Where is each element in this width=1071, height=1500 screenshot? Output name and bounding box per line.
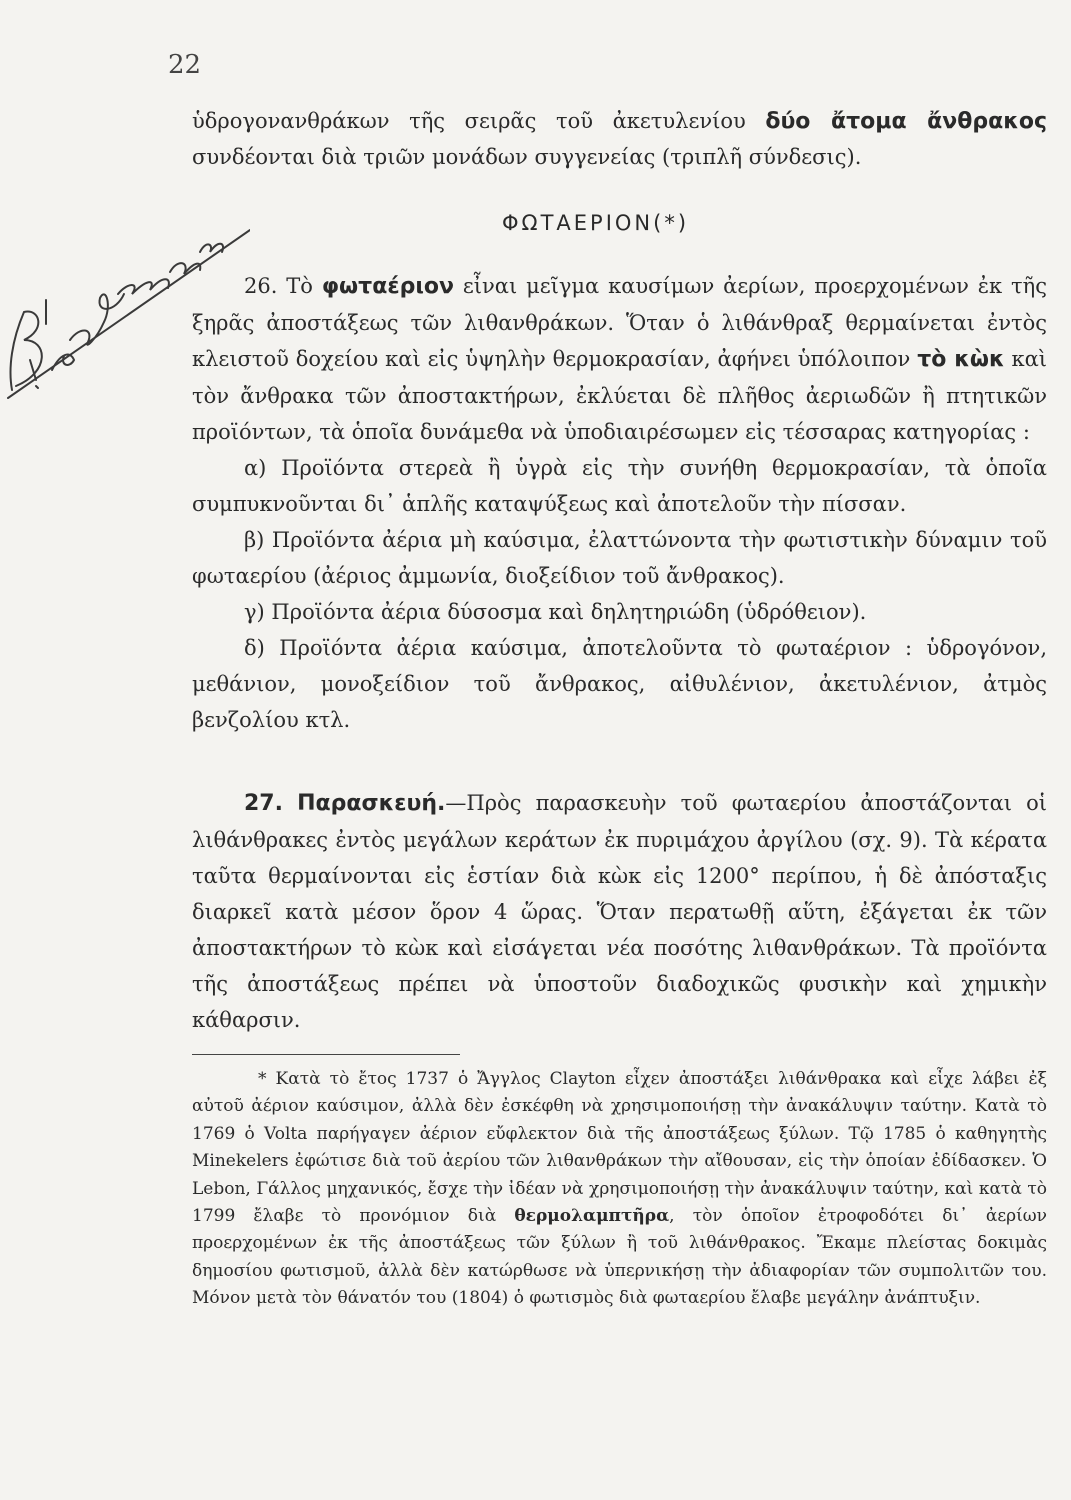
section-27-text: —Πρὸς παρασκευὴν τοῦ φωταερίου ἀποστάζονται οἱ λιθάνθρακες ἐντὸς μεγάλων κεράτων ἐκ πυριμάχου ἀργίλου (σχ. 9). Τὰ κέρατα ταῦτα θερμαίνονται εἰς ἑστίαν διὰ κὼκ εἰς 1200° περίπου, ἡ δὲ ἀπόσταξις διαρκεῖ κατὰ μέσον ὅρον 4 ὥρας. Ὅταν περατωθῇ αὕτη, ἐξάγεται ἐκ τῶν ἀποστακτήρων τὸ κὼκ καὶ εἰσάγεται νέα ποσότης λιθανθράκων. Τὰ προϊόντα τῆς ἀποστάξεως πρέπει νὰ ὑποστοῦν διαδοχικῶς φυσικὴν καὶ χημικὴν κάθαρσιν.	[192, 791, 1047, 1032]
intro-text-end: συνδέονται διὰ τριῶν μονάδων συγγενείας (τριπλῆ σύνδεσις).	[192, 144, 862, 169]
section-26-lead: Τὸ	[286, 274, 322, 298]
list-item-d: δ) Προϊόντα ἀέρια καύσιμα, ἀποτελοῦντα τὸ φωταέριον : ὑδρογόνον, μεθάνιον, μονοξείδιον τοῦ ἄνθρακος, αἰθυλένιον, ἀκετυλένιον, ἀτμὸς βενζολίου κτλ.	[192, 636, 1047, 732]
list-item-c: γ) Προϊόντα ἀέρια δύσοσμα καὶ δηλητηριώδη (ὑδρόθειον).	[244, 600, 867, 624]
section-27-number: 27.	[244, 791, 283, 816]
section-26-text-2: καὶ τὸν ἄνθρακα τῶν ἀποστακτήρων, ἐκλύεται δὲ πλῆθος ἀεριωδῶν ἢ πτητικῶν προϊόντων, τὰ ὁποῖα δυνάμεθα νὰ ὑποδιαιρέσωμεν εἰς τέσσαρας κατηγορίας :	[192, 347, 1047, 444]
intro-paragraph	[192, 104, 1047, 175]
page-number: 22	[168, 50, 202, 80]
intro-bold-phrase: δύο ἄτομα ἄνθρακος	[765, 109, 1047, 134]
footnote-divider	[192, 1054, 460, 1055]
footnote	[192, 1066, 1047, 1313]
intro-text-start: ὑδρογονανθράκων τῆς σειρᾶς τοῦ ἀκετυλενίου	[192, 109, 766, 133]
section-heading: ΦΩΤΑΕΡΙΟΝ(*)	[502, 211, 690, 235]
section-27	[192, 785, 1047, 1038]
footnote-bold-term: θερμολαμπτῆρα	[514, 1206, 670, 1227]
list-item-a: α) Προϊόντα στερεὰ ἢ ὑγρὰ εἰς τὴν συνήθη θερμοκρασίαν, τὰ ὁποῖα συμπυκνοῦνται δι᾽ ἁπλῆς καταψύξεως καὶ ἀποτελοῦν τὴν πίσσαν.	[192, 456, 1047, 516]
footnote-text-2: , τὸν ὁποῖον ἐτροφοδότει δι᾽ ἀερίων προερχομένων ἐκ τῆς ἀποστάξεως τῶν ξύλων ἢ τοῦ λιθάνθρακος. Ἔκαμε πλείστας δοκιμὰς δημοσίου φωτισμοῦ, ἀλλὰ δὲν κατώρθωσε νὰ ὑπερνικήσῃ τὴν ἀδιαφορίαν τῶν συμπολιτῶν του. Μόνον μετὰ τὸν θάνατόν του (1804) ὁ φωτισμὸς διὰ φωταερίου ἔλαβε μεγάλην ἀνάπτυξιν.	[192, 1206, 1047, 1309]
section-26	[192, 268, 1047, 738]
section-27-title: Παρασκευή.	[297, 791, 446, 816]
list-item-b: β) Προϊόντα ἀέρια μὴ καύσιμα, ἐλαττώνοντα τὴν φωτιστικὴν δύναμιν τοῦ φωταερίου (ἀέριος ἀμμωνία, διοξείδιον τοῦ ἄνθρακος).	[192, 528, 1047, 588]
section-26-text-1: εἶναι μεῖγμα καυσίμων ἀερίων, προερχομένων ἐκ τῆς ξηρᾶς ἀποστάξεως τῶν λιθανθράκων. Ὅταν ὁ λιθάνθραξ θερμαίνεται ἐντὸς κλειστοῦ δοχείου καὶ εἰς ὑψηλὴν θερμοκρασίαν, ἀφήνει ὑπόλοιπον	[192, 274, 1047, 371]
section-26-number: 26.	[244, 274, 278, 298]
footnote-text-1: * Κατὰ τὸ ἔτος 1737 ὁ Ἄγγλος Clayton εἶχεν ἀποστάξει λιθάνθρακα καὶ εἶχε λάβει ἐξ αὐτοῦ ἀέριον καύσιμον, ἀλλὰ δὲν ἐσκέφθη νὰ χρησιμοποιήσῃ τὴν ἀνακάλυψιν ταύτην. Κατὰ τὸ 1769 ὁ Volta παρήγαγεν ἀέριον εὔφλεκτον διὰ τῆς ἀποστάξεως ξύλων. Τῷ 1785 ὁ καθηγητὴς Minekelers ἐφώτισε διὰ τοῦ ἀερίου τῶν λιθανθράκων τὴν αἴθουσαν, εἰς τὴν ὁποίαν ἐδίδασκεν. Ὁ Lebon, Γάλλος μηχανικός, ἔσχε τὴν ἰδέαν νὰ χρησιμοποιήσῃ τὴν ἀνακάλυψιν ταύτην, καὶ κατὰ τὸ 1799 ἔλαβε τὸ προνόμιον διὰ	[192, 1069, 1047, 1227]
section-26-term: φωταέριον	[321, 274, 454, 299]
section-26-bold-coke: τὸ κὼκ	[917, 347, 1005, 372]
